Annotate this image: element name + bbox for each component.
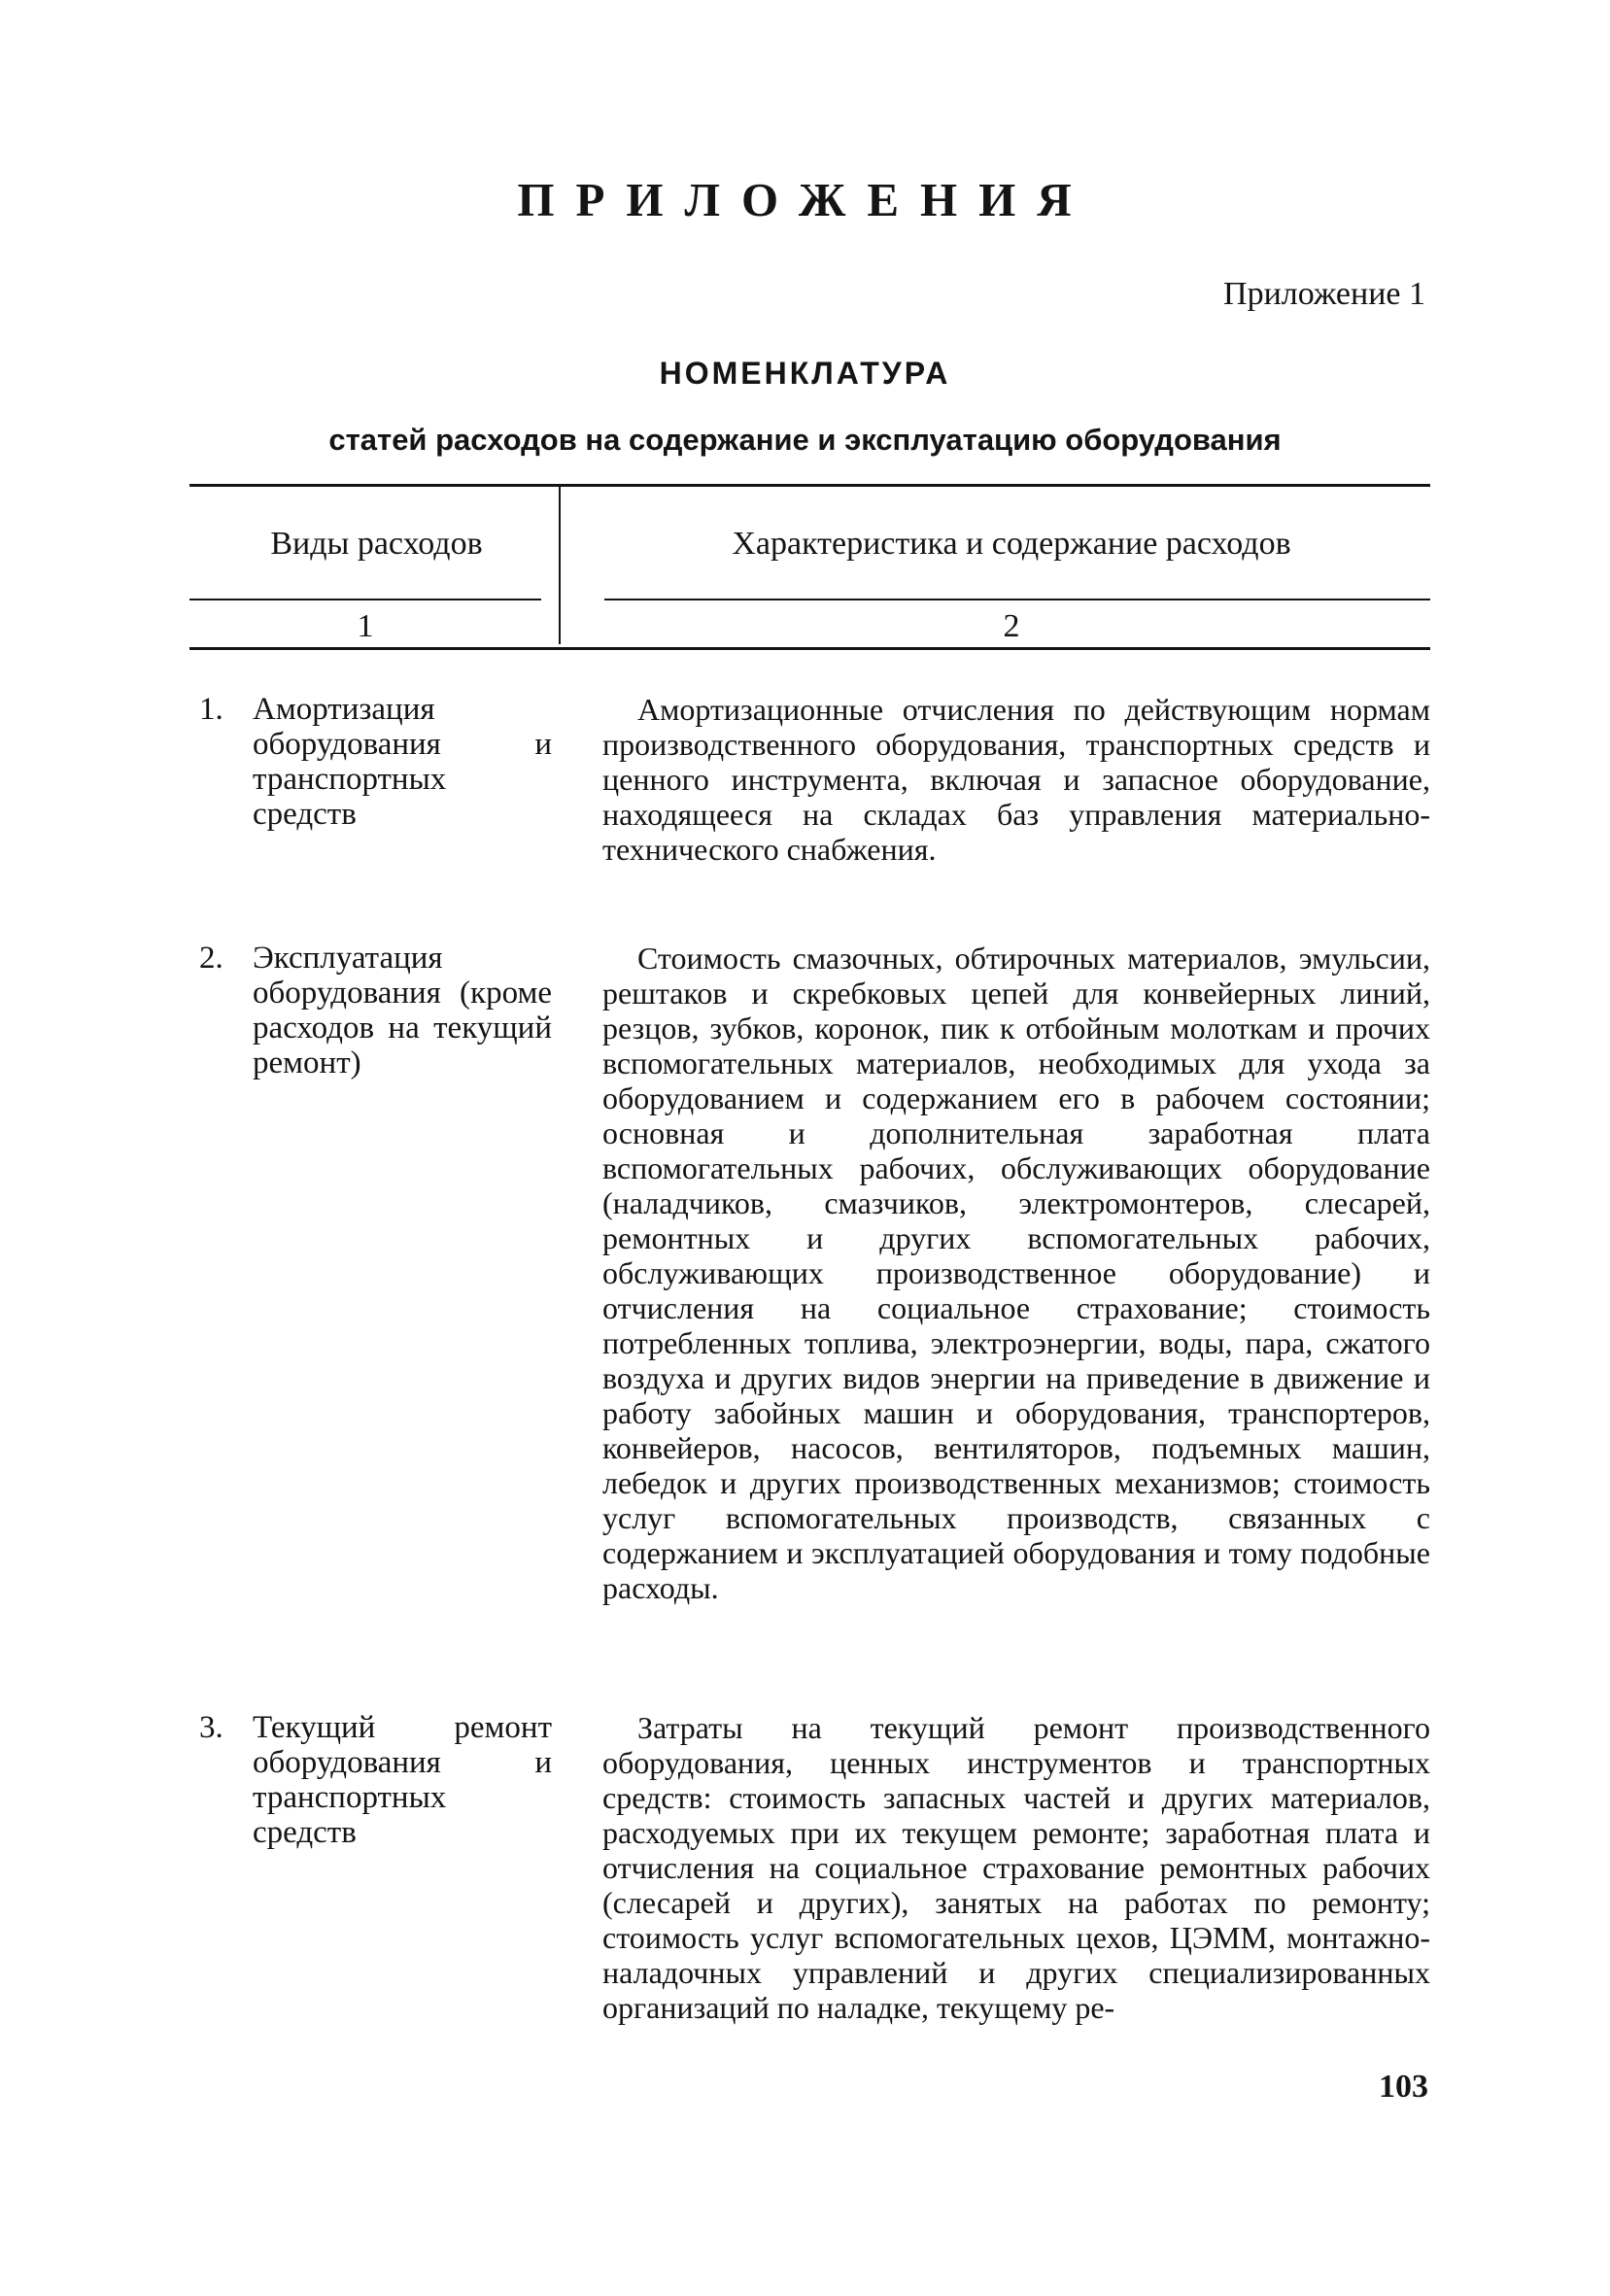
page-heading: ПРИЛОЖЕНИЯ xyxy=(517,173,1093,226)
page-number: 103 xyxy=(1379,2069,1428,2105)
expense-description: Стоимость смазочных, обтирочных материалов, эмульсии, рештаков и скребковых цепей для конвейерных линий, резцов, зубков, коронок, пик к отбойным молоткам и прочих вспомогательных материалов, необходимых для ухода за оборудованием и содержанием его в рабочем состоянии; основная и дополнительная заработная плата вспомогательных рабочих, обслуживающих оборудование (наладчиков, смазчиков, электромонтеров, слесарей, ремонтных и других вспомогательных рабочих, обслуживающих производственное оборудование) и отчисления на социальное страхование; стоимость потребленных топлива, электроэнергии, воды, пара, сжатого воздуха и других видов энергии на приведение в движение и работу забойных машин и оборудования, транспортеров, конвейеров, насосов, вентиляторов, подъемных машин, лебедок и других производственных механизмов; стоимость услуг вспомогательных производств, связанных с содержанием и эксплуатацией оборудования и тому подобные расходы. xyxy=(602,941,1430,1605)
column-header-expense-type: Виды расходов xyxy=(270,526,483,562)
expense-description: Амортизационные отчисления по действующим нормам производственного оборудования, транспортных средств и ценного инструмента, включая и запасное оборудование, находящееся на складах баз управления материально-технического снабжения. xyxy=(602,692,1430,867)
header-rule-right xyxy=(604,599,1430,600)
document-subtitle: статей расходов на содержание и эксплуатацию оборудования xyxy=(328,423,1282,457)
expense-type: Амортизация оборудования и транспортных средств xyxy=(253,692,552,832)
column-number-1: 1 xyxy=(357,608,374,644)
column-number-2: 2 xyxy=(1003,608,1020,644)
appendix-number: Приложение 1 xyxy=(1223,276,1425,312)
row-number: 1. xyxy=(199,692,223,727)
column-header-characteristics: Характеристика и содержание расходов xyxy=(732,526,1291,562)
row-number: 3. xyxy=(199,1710,223,1745)
document-title: НОМЕНКЛАТУРА xyxy=(659,356,951,391)
header-rule-left xyxy=(189,599,541,600)
header-column-divider xyxy=(559,487,561,644)
column-number-rule xyxy=(189,647,1430,650)
table-top-rule xyxy=(189,484,1430,487)
row-number: 2. xyxy=(199,941,223,976)
expense-description: Затраты на текущий ремонт производственного оборудования, ценных инструментов и транспортных средств: стоимость запасных частей и других материалов, расходуемых при их текущем ремонте; заработная плата и отчисления на социальное страхование ремонтных рабочих (слесарей и других), занятых на работах по ремонту; стоимость услуг вспомогательных цехов, ЦЭММ, монтажно-наладочных управлений и других специализированных организаций по наладке, текущему ре- xyxy=(602,1710,1430,2025)
expense-type: Эксплуатация оборудования (кроме расходов на текущий ремонт) xyxy=(253,941,552,1080)
expense-type: Текущий ремонт оборудования и транспортных средств xyxy=(253,1710,552,1850)
